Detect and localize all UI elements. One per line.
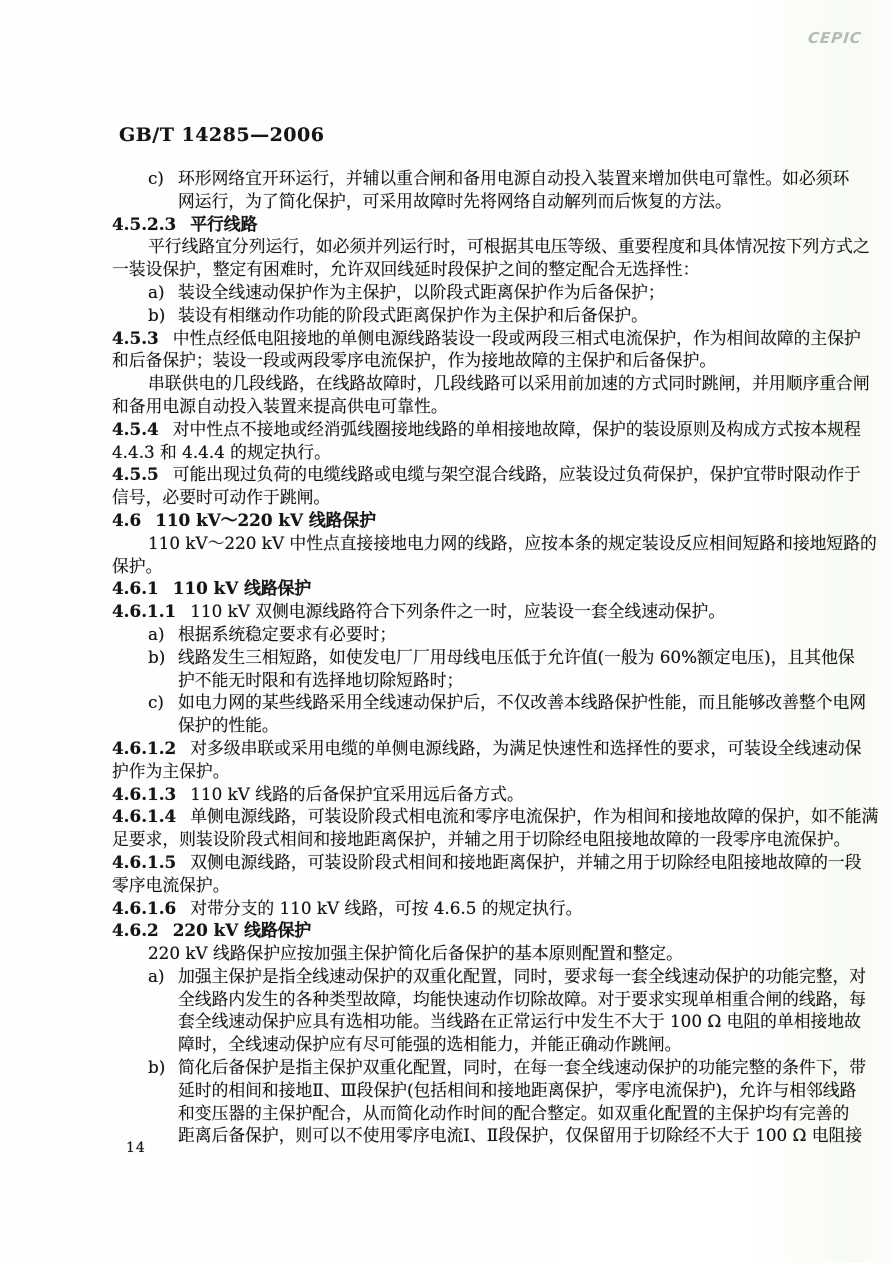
section-number: 4.6.1.6: [112, 897, 177, 918]
text-line: [148, 235, 870, 258]
line-text: 距离后备保护，则可以不使用零序电流Ⅰ、Ⅱ段保护，仅保留用于切除经不大于 100 Ω 电阻接: [178, 1125, 863, 1146]
text-line: [148, 372, 870, 395]
line-text: 保护的性能。: [178, 715, 279, 736]
line-text: 全线路内发生的各种类型故障，均能快速动作切除故障。对于要求实现单相重合闸的线路，每: [178, 988, 867, 1009]
text-line: [178, 669, 856, 692]
list-label: c): [148, 168, 164, 188]
line-text: 中性点经低电阻接地的单侧电源线路装设一段或两段三相式电流保护，作为相间故障的主保护: [172, 327, 861, 348]
line-text: 串联供电的几段线路，在线路故障时，几段线路可以采用前加速的方式同时跳闸，并用顺序重合闸: [148, 373, 870, 394]
line-text: 和备用电源自动投入装置来提高供电可靠性。: [112, 395, 448, 416]
line-text: 和变压器的主保护配合，从而简化动作时间的配合整定。如双重化配置的主保护均有完善的: [178, 1102, 850, 1123]
text-line: [178, 988, 867, 1011]
section-number: 4.6.1.1: [112, 601, 177, 622]
text-line: [112, 600, 856, 623]
section-number: 4.5.4: [112, 418, 159, 439]
list-label: a): [148, 281, 165, 302]
section-number: 4.5.5: [112, 464, 159, 485]
line-text: 4.4.3 和 4.4.4 的规定执行。: [112, 441, 331, 462]
text-line: [112, 760, 856, 783]
doc-number: GB/T 14285—2006: [119, 124, 325, 146]
line-text: 220 kV 线路保护: [172, 920, 312, 941]
section-number: 4.6.1.2: [112, 737, 177, 758]
line-text: 单侧电源线路，可装设阶段式相电流和零序电流保护，作为相间和接地故障的保护，如不能满: [190, 806, 879, 827]
line-text: 根据系统稳定要求有必要时；: [178, 623, 397, 644]
text-line: [178, 1124, 863, 1147]
list-label: a): [148, 623, 165, 644]
line-text: 110 kV 线路保护: [172, 578, 312, 599]
text-line: [112, 463, 861, 486]
text-line: [148, 942, 856, 965]
page-number: 14: [126, 1140, 146, 1156]
text-line: [178, 1010, 861, 1033]
list-label: b): [148, 646, 166, 667]
line-text: 保护。: [112, 555, 163, 576]
line-text: 平行线路宜分列运行，如必须并列运行时，可根据其电压等级、重要程度和具体情况按下列方式之: [148, 236, 870, 257]
line-text: 简化后备保护是指主保护双重化配置，同时，在每一套全线速动保护的功能完整的条件下，带: [178, 1057, 867, 1078]
list-label: a): [148, 965, 165, 986]
text-line: [148, 281, 856, 304]
line-text: 双侧电源线路，可装设阶段式相间和接地距离保护，并辅之用于切除经电阻接地故障的一段: [190, 851, 862, 872]
text-line: [112, 509, 856, 532]
line-text: 环形网络宜开环运行，并辅以重合闸和备用电源自动投入装置来增加供电可靠性。如必须环: [178, 168, 850, 188]
list-label: b): [148, 304, 166, 325]
text-line: [112, 441, 856, 464]
text-line: [148, 532, 877, 555]
text-line: [178, 714, 856, 737]
line-text: 加强主保护是指全线速动保护的双重化配置，同时，要求每一套全线速动保护的功能完整，对: [178, 965, 867, 986]
line-text: 110 kV 双侧电源线路符合下列条件之一时，应装设一套全线速动保护。: [190, 601, 726, 622]
line-text: 护作为主保护。: [112, 760, 230, 781]
line-text: 平行线路: [190, 213, 258, 234]
line-text: 如电力网的某些线路采用全线速动保护后，不仅改善本线路保护性能，而且能够改善整个电网: [178, 692, 867, 713]
line-text: 110 kV 线路的后备保护宜采用远后备方式。: [190, 783, 524, 804]
text-line: [112, 349, 856, 372]
text-line: [112, 555, 856, 578]
line-text: 一装设保护，整定有困难时，允许双回线延时段保护之间的整定配合无选择性：: [112, 259, 700, 280]
section-number: 4.6.2: [112, 920, 159, 941]
line-text: 零序电流保护。: [112, 874, 230, 895]
section-number: 4.6.1.4: [112, 806, 177, 827]
text-line: [178, 1102, 856, 1125]
line-text: 套全线速动保护应具有选相功能。当线路在正常运行中发生不大于 100 Ω 电阻的单相接地故: [178, 1011, 861, 1032]
text-line: [112, 258, 856, 281]
line-text: 障时，全线速动保护应有尽可能强的选相能力，并能正确动作跳闸。: [178, 1034, 682, 1055]
list-label: b): [148, 1057, 166, 1078]
section-number: 4.6.1.5: [112, 851, 177, 872]
text-line: [112, 783, 856, 806]
text-line: [112, 805, 879, 828]
line-text: 线路发生三相短路，如使发电厂厂用母线电压低于允许值(一般为 60%额定电压)，且其他保: [178, 646, 855, 667]
line-text: 信号，必要时可动作于跳闸。: [112, 487, 331, 508]
line-text: 对带分支的 110 kV 线路，可按 4.6.5 的规定执行。: [190, 897, 583, 918]
text-line: [148, 646, 856, 669]
line-text: 足要求，则装设阶段式相间和接地距离保护，并辅之用于切除经电阻接地故障的一段零序电流保护。: [112, 829, 851, 850]
line-text: 对中性点不接地或经消弧线圈接地线路的单相接地故障，保护的装设原则及构成方式按本规程: [172, 418, 861, 439]
cepic-logo: CEPIC: [807, 29, 863, 47]
section-number: 4.5.2.3: [112, 213, 177, 234]
text-line: [148, 691, 867, 714]
section-number: 4.6: [112, 509, 142, 530]
text-line: [112, 897, 856, 920]
line-text: 110 kV～220 kV 中性点直接接地电力网的线路，应按本条的规定装设反应相间短路和接地短路的: [148, 532, 877, 553]
line-text: 装设有相继动作功能的阶段式距离保护作为主保护和后备保护。: [178, 304, 648, 325]
section-number: 4.5.3: [112, 327, 159, 348]
line-text: 网运行，为了简化保护，可采用故障时先将网络自动解列而后恢复的方法。: [178, 190, 732, 211]
text-line: [148, 304, 856, 327]
text-line: [148, 167, 856, 190]
list-label: c): [148, 692, 164, 713]
text-line: [178, 1079, 856, 1102]
section-number: 4.6.1.3: [112, 783, 177, 804]
text-line: [112, 418, 861, 441]
text-line: [112, 874, 856, 897]
line-text: 和后备保护；装设一段或两段零序电流保护，作为接地故障的主保护和后备保护。: [112, 350, 717, 371]
line-text: 延时的相间和接地Ⅱ、Ⅲ段保护(包括相间和接地距离保护，零序电流保护)，允许与相邻线路: [178, 1079, 857, 1100]
line-text: 护不能无时限和有选择地切除短路时；: [178, 669, 464, 690]
text-line: [112, 577, 856, 600]
line-text: 可能出现过负荷的电缆线路或电缆与架空混合线路，应装设过负荷保护，保护宜带时限动作于: [172, 464, 861, 485]
document-body: [112, 167, 879, 1147]
text-line: [112, 828, 856, 851]
text-line: [112, 327, 861, 350]
text-line: [112, 851, 862, 874]
text-line: [112, 395, 856, 418]
line-text: 对多级串联或采用电缆的单侧电源线路，为满足快速性和选择性的要求，可装设全线速动保: [190, 737, 862, 758]
text-line: [112, 919, 856, 942]
text-line: [112, 486, 856, 509]
text-line: [112, 737, 862, 760]
line-text: 110 kV～220 kV 线路保护: [155, 509, 376, 530]
text-line: [112, 213, 856, 236]
section-number: 4.6.1: [112, 578, 159, 599]
text-line: [178, 190, 856, 213]
line-text: 220 kV 线路保护应按加强主保护简化后备保护的基本原则配置和整定。: [148, 943, 683, 964]
text-line: [148, 965, 867, 988]
text-line: [148, 1056, 867, 1079]
text-line: [178, 1033, 856, 1056]
text-line: [148, 623, 856, 646]
line-text: 装设全线速动保护作为主保护，以阶段式距离保护作为后备保护；: [178, 281, 665, 302]
